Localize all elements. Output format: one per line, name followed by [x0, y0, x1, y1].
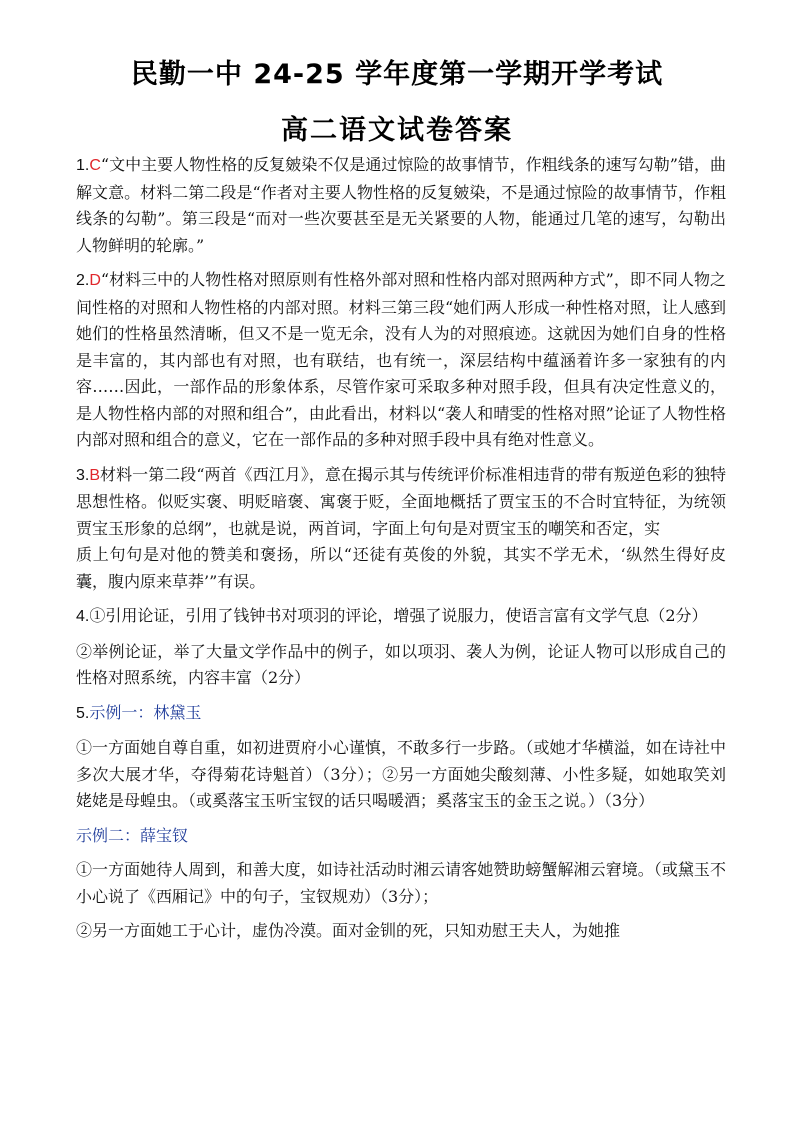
- example-1-text: [76, 735, 726, 815]
- example-2-heading: [76, 823, 726, 850]
- answer-point: ②另一方面她工于心计，虚伪冷漠。面对金钏的死，只知劝慰王夫人，为她推: [76, 921, 621, 940]
- question-4-part-1: [76, 603, 726, 631]
- example-2-text-2: [76, 918, 726, 945]
- answer-point: ①引用论证，引用了钱钟书对项羽的评论，增强了说服力，使语言富有文学气息（2分）: [89, 606, 708, 625]
- answer-letter: B: [89, 466, 101, 484]
- explanation-text: “材料三中的人物性格对照原则有性格外部对照和性格内部对照两种方式”，即不同人物之间性格的对照和人物性格的内部对照。材料三第三段“她们两人形成一种性格对照，让人感到她们的性格虽然清晰，但又不是一览无余，没有人为的对照痕迹。这就因为她们自身的性格是丰富的，其内部也有对照，也有联结，也有统一，深层结构中蕴涵着许多一家独有的内容……因此，一部作品的形象体系，尽管作家可采取多种对照手段，但具有决定性意义的，是人物性格内部的对照和组合”，由此看出，材料以“袭人和晴雯的性格对照”论证了人物性格内部对照和组合的意义，它在一部作品的多种对照手段中具有绝对性意义。: [76, 270, 726, 449]
- example-label: 示例一：林黛玉: [89, 702, 202, 722]
- answer-point: ①一方面她待人周到，和善大度，如诗社活动时湘云请客她赞助螃蟹解湘云窘境。（或黛玉不小心说了《西厢记》中的句子，宝钗规劝）（3分）；: [76, 860, 726, 906]
- question-3: [76, 462, 726, 596]
- question-number: 2.: [76, 272, 90, 289]
- explanation-text: 材料一第二段“两首《西江月》，意在揭示其与传统评价标准相违背的带有叛逆色彩的独特思想性格。似贬实褒、明贬暗褒、寓褒于贬，全面地概括了贾宝玉的不合时宜特征，为统领贾宝玉形象的总纲”，也就是说，两首词，字面上句句是对贾宝玉的嘲笑和否定，实: [76, 464, 726, 538]
- answer-letter: C: [89, 157, 101, 174]
- question-1: [76, 152, 726, 259]
- question-4-part-2: [76, 639, 726, 692]
- question-number: 4.: [76, 608, 90, 625]
- explanation-text-continued: 质上句句是对他的赞美和褒扬，所以“还徒有英俊的外貌，其实不学无术，‘纵然生得好皮囊，腹内原来草莽’”有误。: [76, 545, 726, 591]
- answer-body: [76, 152, 726, 953]
- page-subtitle: 高二语文试卷答案: [281, 115, 513, 146]
- page-title: 民勤一中 24-25 学年度第一学期开学考试: [130, 59, 664, 90]
- example-label: 示例二：薛宝钗: [76, 825, 189, 845]
- answer-point: ①一方面她自尊自重，如初进贾府小心谨慎，不敢多行一步路。（或她才华横溢，如在诗社中多次大展才华，夺得菊花诗魁首）（3分）；②另一方面她尖酸刻薄、小性多疑，如她取笑刘姥姥是母蝗虫。（或奚落宝玉听宝钗的话只喝暖酒；奚落宝玉的金玉之说。）（3分）: [76, 738, 726, 810]
- question-5-heading: [76, 700, 726, 728]
- answer-letter: D: [89, 272, 101, 289]
- example-2-text-1: [76, 857, 726, 910]
- answer-point: ②举例论证，举了大量文学作品中的例子，如以项羽、袭人为例，论证人物可以形成自己的性格对照系统，内容丰富（2分）: [76, 641, 726, 687]
- question-number: 5.: [76, 704, 90, 722]
- question-2: [76, 267, 726, 454]
- question-number: 3.: [76, 466, 90, 484]
- question-number: 1.: [76, 157, 90, 174]
- explanation-text: “文中主要人物性格的反复皴染不仅是通过惊险的故事情节，作粗线条的速写勾勒”错，曲解文意。材料二第二段是“作者对主要人物性格的反复皴染，不是通过惊险的故事情节，作粗线条的勾勒”。第三段是“而对一些次要甚至是无关紧要的人物，能通过几笔的速写，勾勒出人物鲜明的轮廓。”: [76, 155, 726, 255]
